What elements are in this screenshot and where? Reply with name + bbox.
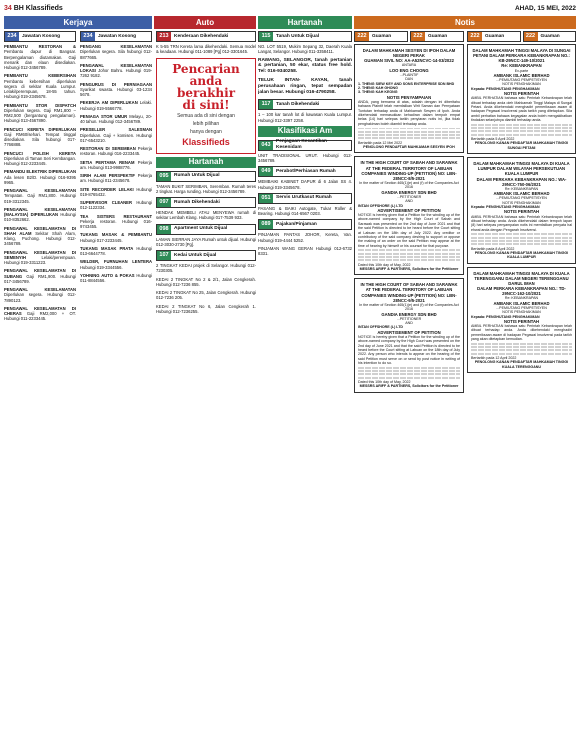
classified-ad	[80, 273, 152, 284]
notice-case-number: COMPANIES WINDING-UP (PETITION) NO: LBN-28NCC-9/5-2021	[361, 292, 457, 303]
category-number: 213	[157, 32, 171, 41]
classified-ad	[80, 246, 152, 257]
notice-title: DALAM MAHKAMAH SESYEN DI IPOH DALAM NEGERI PERAK	[362, 48, 456, 59]
ad-title: PRESELLER SALESMAN	[80, 127, 152, 133]
ad-list	[156, 171, 256, 315]
ad-body: Gaji RM1,900. Hubungi 017-3456789.	[4, 273, 76, 284]
ad-list	[258, 31, 352, 123]
promo-sub: hanya dengan	[190, 129, 222, 135]
category-number: 222	[411, 32, 425, 41]
notice-between: ANTARA	[401, 63, 417, 68]
ad-title: SETIA PERTAMA RENAM	[80, 159, 135, 165]
classified-ad	[4, 73, 76, 99]
category-label: Guaman	[428, 33, 448, 39]
notice-title: IN THE HIGH COURT OF SABAH AND SARAWAK AT THE FEDERAL TERRITORY OF LABUAN	[360, 282, 458, 293]
text-filler	[358, 137, 460, 139]
classified-ad: TAMAN BUKIT SERIMBAN, Seremban. Rumah teres 2 tingkat. Harga runding. Hubungi 012-3456789.	[156, 183, 256, 194]
text-filler	[358, 131, 460, 133]
category-label: Apartment Untuk Dijual	[174, 226, 228, 231]
category-header	[156, 31, 256, 42]
banner-klasifikasi: Klasifikasi Am	[258, 126, 352, 137]
ad-title: PEMBANTU STOR DISPATCH	[4, 102, 76, 108]
notice-role: ...PEMIUTANG PEMPETISYEN	[496, 196, 547, 201]
ad-body: Diperlukan segera. Hubungi 012-7890123.	[4, 292, 76, 303]
notice-party: AMBANK ISLAMIC BERHAD	[493, 191, 550, 197]
category-header	[4, 31, 76, 42]
category-label: Perabot/Perhiasan Rumah	[276, 168, 336, 174]
category-label: Kedai Untuk Dijual	[174, 252, 217, 258]
classified-ad	[4, 287, 76, 303]
notice-date: Bertarikh pada 8 April 2022	[471, 246, 515, 251]
ad-title: PEMBANTU RESTORAN &	[4, 44, 76, 49]
text-filler	[471, 130, 572, 132]
notice-date: Bertarikh pada 12 April 2022	[471, 356, 517, 361]
classified-ad	[4, 268, 76, 284]
ad-title: PENGAWAL KESELAMATAN LOKASI	[80, 62, 152, 73]
classified-ad	[4, 226, 76, 247]
classified-ad: NO. LOT 5519, Mukim Sepang 32, Daerah Kuala Langat, Selangor. Hubungi 011-3358411.	[258, 44, 352, 55]
ad-body: Hubungi 013-6644778.	[80, 245, 152, 256]
category-label: Tanah Untuk Dijual	[276, 33, 320, 39]
promo-line: berakhir	[176, 85, 236, 100]
category-number: 222	[355, 32, 369, 41]
ad-title: PENIAGA STOR UMUR	[80, 113, 128, 119]
notice-between: In the matter of Section 465(1)(e) and (f) of the Companies Act 2016	[359, 302, 459, 312]
category-label: Pajakan/Pinjaman	[276, 221, 317, 227]
ad-body: Diperlukan segera. Gaji RM1,800 – RM2,500 (bergantung pengalaman). Hubungi 013-4567890.	[4, 107, 76, 124]
ad-body: Hubungi 011-8844556.	[80, 272, 152, 283]
classified-ad	[4, 169, 76, 185]
category-number: 117	[259, 100, 273, 109]
notice-list	[354, 44, 464, 393]
classified-ad	[4, 151, 76, 167]
classified-ad	[80, 146, 152, 157]
ad-title: TUKANG MASAK PRATA	[80, 245, 134, 251]
classified-ad: RAWANG, SELANGOR, tanah pertanian & pertanian, 50 ekar, status free hold. Tel: 016-9340258.	[258, 57, 352, 75]
text-filler	[358, 256, 460, 258]
notice-body: NOTICE is hereby given that a Petition for the winding up of the above-named company by the High Court of Sabah and Sarawak was presented on the 2nd day of June 2021 and that the said Petition is directed to be heard before the Court sitting at Labuan on the 18th day of July 2022. Any creditor or contributory of the said company desiring to support or oppose the making of an order on the said Petition may appear at the time of hearing by himself or his counsel for that purpose.	[358, 213, 460, 248]
notice-body: AMBIL PERHATIAN bahawa satu Perintah Kebankrapan telah dibuat terhadap anda oleh Mahkamah Tinggi Malaya di Sungai Petani. Anda dikehendaki menghadiri pemeriksaan awam di hadapan Pegawai Insolvensi pada tarikh yang ditetapkan. Sila ambil perhatian bahawa kegagalan anda boleh mengakibatkan tindakan selanjutnya diambil terhadap anda.	[471, 96, 572, 123]
ad-body: Diperlukan. Gaji + komisen. Hubungi 017-6543210.	[80, 132, 152, 143]
text-filler	[471, 124, 572, 126]
section-name: BH Klassifieds	[13, 4, 63, 12]
category-number: 097	[157, 198, 171, 207]
ad-body: Lelaki. Hubungi 019-5566778.	[80, 100, 152, 111]
classified-ad: HENDAK MEMBELI ATAU MENYEWA rumah di sekitar Lembah Klang. Hubungi 017-7539 933.	[156, 210, 256, 221]
classified-ad	[4, 188, 76, 204]
text-filler	[471, 243, 572, 245]
classified-ad: KEDAI 2 TINGKAT No 25, Jalan Cengkerah. Hubungi 012-7236 205.	[156, 290, 256, 301]
hartanah-column	[258, 31, 352, 729]
category-label: Kenderaan Dikehendaki	[174, 33, 229, 39]
notice-title: DALAM MAHKAMAH TINGGI MALAYA DI KUALA TERENGGANU DALAM NEGERI TERENGGANU DARUL IMAN	[473, 270, 570, 286]
notice-case-number: Re: KEBANKRAPAN	[501, 63, 542, 69]
ad-title: PENGAWAL KESELAMATAN	[4, 188, 76, 193]
classified-ad: PASANG & BAIKI Autogate, Tukar Roller & Bearing. Hubungi 014-6567 0203.	[258, 205, 352, 217]
category-row	[354, 31, 464, 44]
classified-ad: 2 TINGKAT KEDAI projek di Selangor. Hubungi 012-7230305.	[156, 263, 256, 274]
category-header	[354, 31, 408, 42]
notice-party: AMBANK ISLAMIC BERHAD	[493, 72, 550, 78]
ad-body: Hubungi 012-1122334.	[80, 200, 152, 211]
text-filler	[358, 253, 460, 255]
classified-ad	[80, 82, 152, 98]
category-header	[156, 224, 256, 235]
ad-body: Lelaki/perempuan. Hubungi 019-3311223.	[4, 254, 76, 265]
legal-notice	[467, 44, 576, 154]
classified-ad: 1 – 100 kar tanah lot di kawasan Kuala Lumpur. Hubungi 012-3397 2258.	[258, 112, 352, 123]
promo-brand: Klassifieds	[182, 137, 230, 148]
ad-list	[80, 44, 152, 283]
notice-role: ...PETITIONER	[396, 194, 422, 199]
category-label: Servis Urutkasut Rumah	[276, 195, 332, 201]
text-filler	[358, 367, 460, 369]
classified-ad	[4, 127, 76, 148]
ad-list	[4, 44, 76, 322]
legal-notice	[354, 278, 464, 393]
text-filler	[471, 240, 572, 242]
notice-defendants: Kepada: PENGHUTANG PENGHAKIMAN	[471, 86, 540, 91]
text-filler	[358, 249, 460, 251]
notice-signature: PENOLONG KANAN PENDAFTAR MAHKAMAH TINGGI KUALA LUMPUR	[474, 250, 569, 260]
promo-line: di sini!	[182, 97, 230, 112]
ad-title: SIRIH ALAM PERSPEKTIF	[80, 173, 135, 178]
text-filler	[471, 237, 572, 239]
ad-body: Sekitar Shah Alam, Klang, Puchong. Hubungi 012-3456789.	[4, 230, 76, 247]
category-number: 049	[259, 167, 273, 176]
ad-body: Hubungi 010-8352662.	[4, 212, 76, 223]
category-number: 089	[259, 220, 273, 229]
notice-list	[467, 44, 576, 373]
classified-ad	[4, 207, 76, 223]
notice-case-number: GUAMAN SIVIL NO: AA-A52NCVC-14-03/2022	[364, 58, 454, 64]
category-row	[467, 31, 576, 44]
notice-between: Re: KEBANKRAPAN	[504, 296, 539, 301]
notice-between: Ex-parte	[514, 68, 529, 73]
category-header	[523, 31, 577, 42]
ad-body: Diperlukan segera. Sila hubungi 012-8877665.	[80, 49, 152, 60]
classified-ad	[4, 44, 76, 70]
notice-role: ...PEMIUTANG PEMPETISYEN	[496, 78, 547, 82]
ad-body: Tempatan. Gaji RM1,800. Hubungi 019-3312345.	[4, 193, 76, 204]
notice-defendants: Kepada: PENGHUTANG PENGHAKIMAN	[471, 314, 540, 319]
category-header	[467, 31, 521, 42]
banner-hartanah-mid: Hartanah	[156, 157, 256, 168]
banner-kerjaya: Kerjaya	[4, 16, 152, 29]
category-header	[258, 193, 352, 204]
classified-ad	[4, 103, 76, 124]
notice-body: NOTICE is hereby given that a Petition for the winding up of the above-named company by the High Court was presented on the 2nd day of June 2021 and that the said Petition is directed to be heard before the Court sitting at Labuan on the 18th day of July 2022. Any person who intends to appear on the hearing of the said Petition must serve on or send by post notice in writing of his intention to do so.	[358, 334, 460, 366]
notice-role: ...PETITIONER	[396, 316, 422, 321]
ad-body: Pembantu dapur di Bangsar. Berpengalaman diutamakan. Gaji menarik dan elaun disediakan. Hubungi 012-3456789.	[4, 49, 76, 70]
ad-title: PENGAWAL KESELAMATAN DI SEMENYIH	[4, 249, 76, 260]
notice-title: DALAM MAHKAMAH TINGGI MALAYA DI SUNGAI PETANI DALAM PERKARA KEBANKRAPAN NO.: KB-29NCC-149-10/2021	[472, 48, 571, 64]
classified-ad	[80, 173, 152, 184]
notice-case-number: DALAM PERKARA KEBANKRAPAN NO.: TD-29NCC-162-10/2021	[477, 286, 566, 297]
ad-body: Pekerja am. Hubungi 013-9988776.	[80, 159, 152, 170]
category-label: Jawatan Kosong	[98, 33, 137, 39]
category-header	[258, 99, 352, 110]
text-filler	[471, 134, 572, 136]
ad-body: Pekerja am. Hubungi 011-2345678.	[80, 173, 152, 184]
notice-and: DAN	[405, 77, 413, 82]
classified-ad: TELUK INTAN- KAYAN, tanah perusahaan ringan, tepat sempadan jalan besar. Hubungi 016-4790258.	[258, 78, 352, 96]
ad-body: Syarikat swasta. Hubungi 03-1234 5678.	[80, 86, 152, 97]
notice-party: LOO ENG CHOONG	[389, 67, 429, 73]
category-label: Rumah Untuk Dijual	[174, 173, 220, 178]
classified-ad: KEDAI 2 TINGKAT No 2 & 2/1, Jalan Cengkerah. Hubungi 012-7236 855.	[156, 276, 256, 287]
category-number: 107	[157, 251, 171, 260]
text-filler	[358, 377, 460, 379]
notice-party: GANDIA ENERGY SDN BHD	[381, 311, 437, 317]
ad-body: Pekerja restoran. Hubungi 016-9743455.	[80, 218, 152, 229]
notice-and: NOTIS PENGHAKIMAN	[502, 200, 541, 205]
classified-ad	[80, 214, 152, 230]
ad-title: YOHNING AUTO & POKAS	[80, 272, 135, 278]
notice-signature: MESSRS ARIFF & PARTNERS, Solicitors for the Petitioner	[359, 384, 459, 389]
ad-text: K 5-55 TRN Kereta lama dikehendaki. Semua model & keadaan. Hubungi 011-1089 [Pg] 012-3301645.	[156, 44, 256, 55]
ad-title: TEA SISTERS RESTAURANT	[80, 213, 152, 219]
ad-list	[258, 140, 352, 257]
legal-notice	[354, 44, 464, 153]
classified-ad: MEMBAIKI KABINET DAPUR di 6 Jalan SS 4. Hubungi 019-3345678.	[258, 179, 352, 190]
classified-ad: PINJAMAN WANG GERAN Hubungi 012-6732 8331.	[258, 245, 352, 257]
category-number: 234	[81, 32, 95, 41]
ad-body: Hubungi 019-3344556.	[80, 264, 123, 270]
kerjaya-column-1	[4, 31, 76, 729]
classified-ad	[80, 114, 152, 125]
kerjaya-column-2	[80, 31, 152, 729]
category-label: Guaman	[372, 33, 392, 39]
category-number: 222	[524, 32, 538, 41]
notice-and: NOTIS PENGHAKIMAN	[502, 82, 541, 87]
legal-notice	[467, 267, 576, 374]
classified-ad	[80, 160, 152, 171]
notice-heading: NOTIS PERINTAH	[503, 318, 540, 324]
ad-title: WELDER, FURNUHAN LENTERA	[80, 259, 152, 265]
notis-column-1	[354, 31, 464, 729]
classified-ad	[80, 63, 152, 79]
category-label: Guaman	[485, 33, 505, 39]
category-header	[156, 171, 256, 182]
category-number: 234	[5, 32, 19, 41]
notice-date: Dated this 10th day of May, 2022	[358, 262, 411, 267]
text-filler	[471, 343, 572, 345]
ad-title: PEKERJA AM DIPERLUKAN	[80, 100, 138, 106]
category-label: Jawatan Kosong	[22, 33, 61, 39]
notice-and: AND	[405, 321, 413, 326]
category-label: Tanah Dikehendaki	[276, 101, 320, 107]
classified-ad	[4, 250, 76, 266]
legal-notice	[354, 156, 464, 275]
issue-date: AHAD, 15 MEI, 2022	[514, 4, 576, 12]
notice-role: ...PEMIUTANG PEMPETISYEN	[496, 305, 547, 310]
ad-body: Ada lesen B2/D. Hubungi 016-9395 9965.	[4, 174, 76, 185]
ad-title: PEMANDU ELEKTRIK DIPERLUKAN	[4, 169, 76, 175]
ad-body: Gaji RM2,000 + OT. Hubungi 011-2233445.	[4, 311, 76, 322]
notice-signature: MESSRS ARIFF & PARTNERS, Solicitors for the Petitioner	[359, 266, 459, 271]
notice-date: Dated this 10th day of May, 2022	[358, 380, 411, 385]
ad-title: PENCUCI POLISH KERETA	[4, 150, 76, 156]
category-header	[258, 31, 352, 42]
page-number: 34	[4, 4, 12, 12]
category-number: 222	[468, 32, 482, 41]
notice-body: AMBIL PERHATIAN bahawa satu Perintah Kebankrapan telah dibuat terhadap anda. Anda dikehendaki menghadiri pemeriksaan awam di hadapan Pegawai Insolvensi pada tarikh yang akan ditetapkan kemudian.	[471, 324, 572, 342]
category-number: 051	[259, 194, 273, 203]
promo-sub: lebih pilihan	[192, 120, 220, 127]
notice-party: AMBANK ISLAMIC BERHAD	[493, 300, 550, 306]
notice-and: AND	[405, 199, 413, 204]
ad-title: PENGURUS DI PERNIAGAAN	[80, 81, 152, 87]
category-header	[80, 31, 152, 42]
banner-auto: Auto	[154, 16, 256, 29]
ad-body: Diperlukan di Taman Seri Kembangan. Hubungi 012-2233445.	[4, 155, 76, 166]
notice-signature: PENOLONG KANAN PENDAFTAR MAHKAMAH TINGGI KUALA TERENGGANU	[474, 360, 569, 369]
notice-defendants: Kepada: PENGHUTANG PENGHAKIMAN	[471, 205, 540, 210]
classified-ad	[80, 200, 152, 211]
notice-between: Re: KEBANKRAPAN	[504, 186, 539, 191]
text-filler	[358, 370, 460, 372]
notice-date: Bertarikh pada 5 April 2022	[471, 137, 515, 142]
category-header	[156, 250, 256, 261]
category-number: 115	[259, 32, 273, 41]
notice-case-number: COMPANIES WINDING-UP (PETITION) NO: LBN-28NCC-8/5-2021	[361, 170, 457, 181]
notice-role: ...PLAINTIF	[399, 72, 419, 77]
notice-title: DALAM MAHKAMAH TINGGI MALAYA DI KUALA LUMPUR DALAM WILAYAH PERSEKUTUAN KUALA LUMPUR	[473, 161, 570, 177]
page-header	[4, 3, 576, 15]
category-header	[258, 140, 352, 151]
notice-between: In the matter of Section 465(1)(e) and (f) of the Companies Act 2016	[359, 180, 459, 190]
text-filler	[471, 349, 572, 351]
classified-ad	[80, 259, 152, 270]
ad-title: RESTORAN DI SEREMBAN	[80, 146, 136, 151]
notice-signature: PENOLONG PENDAFTAR MAHKAMAH SESYEN IPOH	[363, 145, 455, 150]
promo-line: anda	[189, 73, 223, 88]
notice-case-number: DALAM PERKARA KEBANKRAPAN NO.: WA-29NCC-750-06/2021	[476, 176, 567, 187]
ad-title: PENGAWAL KESELAMATAN (MALAYSIA) DIPERLUKAN	[4, 206, 76, 217]
notice-party: GANDIA ENERGY SDN BHD	[381, 189, 437, 195]
ad-body: Hubungi 017-2233445.	[80, 237, 123, 243]
text-filler	[471, 233, 572, 235]
notice-heading: ADVERTISEMENT OF PETITION	[377, 207, 441, 213]
ad-body: Gaji RM60/sehari. Tempat tinggal disediakan. Sila hubungi 017-7766888.	[4, 131, 76, 148]
ad-title: PENCUCI KERETA DIPERLUKAN	[4, 126, 76, 132]
category-header	[258, 166, 352, 177]
classified-ad: KEDAI 2 TINGKAT No 6, Jalan Cengkerah 1. Hubungi 012-7236255.	[156, 303, 256, 314]
ad-body: Melayu, 20-40 tahun. Hubungi 012-3456789.	[80, 113, 152, 124]
classified-ad	[80, 100, 152, 111]
ad-body: Pembantu kebersihan diperlukan segera di sekitar Kuala Lumpur. Lelaki/perempuan, 18-55 tahun. Hubungi 019-2345678.	[4, 78, 76, 100]
classified-ad: PINJAMAN PANTAS JOHOR, Kereta, Van. Hubungi 019-4444 5252.	[258, 232, 352, 243]
banner-notis: Notis	[354, 16, 576, 29]
ad-body: Johor Bahru. Hubungi 019-7262 9182.	[80, 68, 152, 79]
classified-ad: UNIT TRADISIONAL URUT. Hubungi 012-3456789.	[258, 152, 352, 164]
notice-heading: ADVERTISEMENT OF PETITION	[377, 329, 441, 335]
category-label: Guaman	[540, 33, 560, 39]
promo-line: Pencarian	[172, 61, 240, 76]
promo-box	[156, 58, 256, 154]
category-header	[156, 197, 256, 208]
classified-ad	[80, 187, 152, 198]
classified-ad	[80, 232, 152, 243]
legal-notice	[467, 157, 576, 264]
header-left	[4, 5, 63, 14]
classified-ad	[80, 44, 152, 60]
notice-signature: PENOLONG KANAN PENDAFTAR MAHKAMAH TINGGI SUNGAI PETANI	[474, 141, 569, 150]
notice-heading: NOTIS PERINTAH	[503, 209, 540, 215]
notice-and: NOTIS PENGHAKIMAN	[502, 310, 541, 315]
text-filler	[471, 127, 572, 129]
text-filler	[471, 346, 572, 348]
notice-date: Bertarikh pada 12 Mei 2022	[358, 140, 403, 145]
ad-title: PENGAWAL KESELAMATAN DI SHAH ALAM	[4, 225, 76, 236]
category-header	[410, 31, 464, 42]
text-filler	[358, 128, 460, 130]
notice-defendants: INTAN OFFSHORE (L) LTD	[358, 203, 403, 208]
ad-body: Pekerja restoran. Hubungi 016-2233445.	[80, 146, 152, 157]
text-filler	[358, 259, 460, 261]
classified-ad	[4, 306, 76, 322]
text-filler	[358, 373, 460, 375]
notice-title: IN THE HIGH COURT OF SABAH AND SARAWAK AT THE FEDERAL TERRITORY OF LABUAN	[360, 160, 458, 171]
text-filler	[358, 134, 460, 136]
auto-column	[156, 31, 256, 729]
ad-body: Hubungi 019-8765432.	[80, 186, 152, 197]
ad-title: PENGAWAL KESELAMATAN DI CHERAS	[4, 305, 76, 316]
notice-heading: NOTIS PENYAMPAIAN	[386, 94, 432, 100]
category-number: 043	[259, 141, 273, 150]
category-label: Penjagaan Kecantikan Kesenidam	[276, 139, 327, 151]
notis-column-2	[467, 31, 576, 729]
ad-title: PENGANG KESELAMATAN	[80, 44, 152, 49]
ad-title: PENGAWAL KESELAMATAN	[4, 287, 76, 292]
notice-defendants: INTAN OFFSHORE (L) LTD	[358, 325, 403, 330]
notice-defendants: 1. THENG SIEW KEY AND SONS ENTERPRISE SDN BHD 2. THENG KAH GHONG 3. THENG KAH KEONG	[358, 81, 455, 95]
notice-body: AMBIL PERHATIAN bahawa satu Perintah Kebankrapan telah dibuat terhadap anda. Anda dikehendaki dalam tempoh lapan (8) hari selepas penyampaian notis ini memfailkan penyata hal ehwal anda dengan Pengarah Insolvensi.	[471, 214, 572, 232]
ad-title: SITE RECORDER LELAKI	[80, 186, 134, 192]
classified-ad	[80, 127, 152, 143]
classified-ad: LAMAN SIERRAN JAYA Rumah untuk dijual. Hubungi 012-3030-2730 [Pg].	[156, 236, 256, 247]
banner-hartanah: Hartanah	[258, 16, 352, 29]
ad-title: SUPERVISOR CLEANER	[80, 200, 132, 205]
ad-title: PEMBANTU KEBERSIHAN	[4, 73, 76, 79]
promo-sub: Semua ada di sini dengan	[177, 112, 235, 119]
ad-title: PENGAWAL KESELAMATAN DI SUBANG	[4, 268, 76, 279]
category-number: 095	[157, 172, 171, 181]
category-label: Rumah Dikehendaki	[174, 199, 220, 205]
notice-heading: NOTIS PERINTAH	[503, 91, 540, 97]
text-filler	[471, 353, 572, 355]
notice-body: ANDA, yang bernama di atas, adalah dengan ini diberitahu bahawa Plaintif telah memfailkan Writ Saman dan Pernyataan Tuntutan terhadap anda di Mahkamah Sesyen di Ipoh. Anda dikehendaki memasukkan kehadiran dalam tempoh empat belas (14) hari selepas tarikh penyiaran notis ini, jika tidak penghakiman boleh diambil terhadap anda.	[358, 99, 460, 126]
ad-title: TUKANG MASAK & PEMBANTU	[80, 232, 152, 238]
category-number: 098	[157, 225, 171, 234]
category-header	[258, 219, 352, 230]
